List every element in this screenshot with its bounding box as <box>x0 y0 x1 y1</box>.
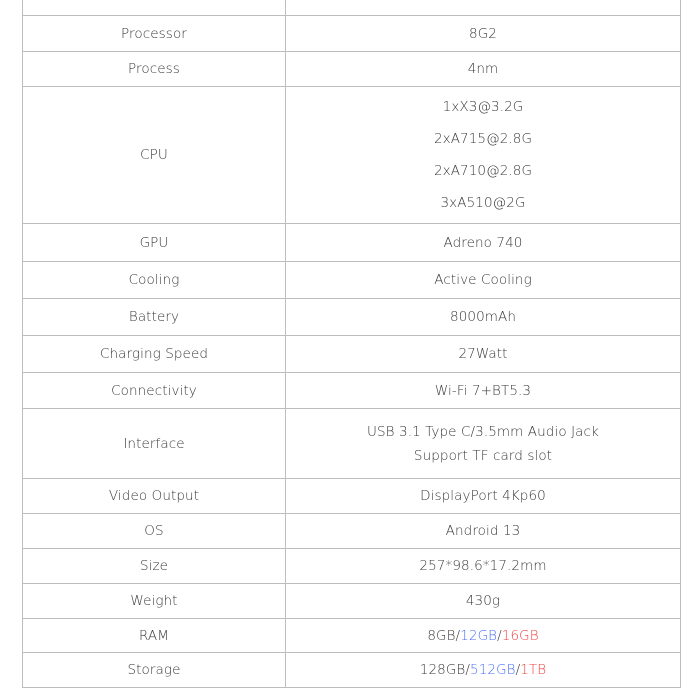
cpu-line: 2xA710@2.8G <box>433 163 533 179</box>
spec-value-cooling: Active Cooling <box>286 262 681 299</box>
spec-value-cpu <box>286 87 681 224</box>
spec-label-cell <box>23 0 286 16</box>
table-row-connectivity <box>23 373 681 409</box>
interface-line: USB 3.1 Type C/3.5mm Audio Jack <box>367 423 599 440</box>
spec-value-processor: 8G2 <box>286 16 681 52</box>
spec-label-interface: Interface <box>23 409 286 479</box>
spec-label-ram: RAM <box>23 619 286 653</box>
spec-label-process: Process <box>23 52 286 87</box>
spec-label-connectivity: Connectivity <box>23 373 286 409</box>
cpu-line: 2xA715@2.8G <box>433 131 533 147</box>
storage-option: 1TB <box>520 662 547 678</box>
spec-value-ram <box>286 619 681 653</box>
table-row-processor <box>23 16 681 52</box>
spec-value-weight: 430g <box>286 584 681 619</box>
storage-option: 512GB <box>470 662 516 678</box>
spec-label-cpu: CPU <box>23 87 286 224</box>
table-row-process <box>23 52 681 87</box>
spec-value-charging-speed: 27Watt <box>286 336 681 373</box>
spec-label-cooling: Cooling <box>23 262 286 299</box>
table-row-top <box>23 0 681 16</box>
table-row-gpu <box>23 224 681 262</box>
spec-value-os: Android 13 <box>286 514 681 549</box>
spec-label-video-output: Video Output <box>23 479 286 514</box>
spec-label-battery: Battery <box>23 299 286 336</box>
table-row-size <box>23 549 681 584</box>
spec-label-storage: Storage <box>23 653 286 688</box>
spec-label-gpu: GPU <box>23 224 286 262</box>
spec-label-charging-speed: Charging Speed <box>23 336 286 373</box>
ram-option: 16GB <box>501 627 539 644</box>
table-row-charging-speed <box>23 336 681 373</box>
spec-value-gpu: Adreno 740 <box>286 224 681 262</box>
storage-separator: / <box>465 662 470 678</box>
spec-value-storage <box>286 653 681 688</box>
table-row-cpu <box>23 87 681 224</box>
spec-label-os: OS <box>23 514 286 549</box>
table-row-video-output <box>23 479 681 514</box>
ram-separator: / <box>455 627 461 644</box>
spec-value-interface <box>286 409 681 479</box>
spec-value-cell <box>286 0 681 16</box>
storage-separator: / <box>515 662 521 678</box>
spec-label-weight: Weight <box>23 584 286 619</box>
ram-option: 8GB <box>427 627 456 644</box>
spec-value-connectivity: Wi-Fi 7+BT5.3 <box>286 373 681 409</box>
cpu-line: 1xX3@3.2G <box>442 99 524 115</box>
table-row-os <box>23 514 681 549</box>
spec-value-size: 257*98.6*17.2mm <box>286 549 681 584</box>
table-row-battery <box>23 299 681 336</box>
table-row-weight <box>23 584 681 619</box>
storage-option: 128GB <box>419 662 466 678</box>
spec-value-process: 4nm <box>286 52 681 87</box>
spec-value-battery: 8000mAh <box>286 299 681 336</box>
spec-value-video-output: DisplayPort 4Kp60 <box>286 479 681 514</box>
table-row-interface <box>23 409 681 479</box>
interface-line: Support TF card slot <box>413 447 553 464</box>
ram-separator: / <box>497 627 502 644</box>
table-row-storage <box>23 653 681 688</box>
table-row-ram <box>23 619 681 653</box>
ram-option: 12GB <box>460 627 498 644</box>
spec-label-processor: Processor <box>23 16 286 52</box>
spec-table <box>22 0 681 688</box>
spec-label-size: Size <box>23 549 286 584</box>
cpu-line: 3xA510@2G <box>440 195 526 211</box>
table-row-cooling <box>23 262 681 299</box>
